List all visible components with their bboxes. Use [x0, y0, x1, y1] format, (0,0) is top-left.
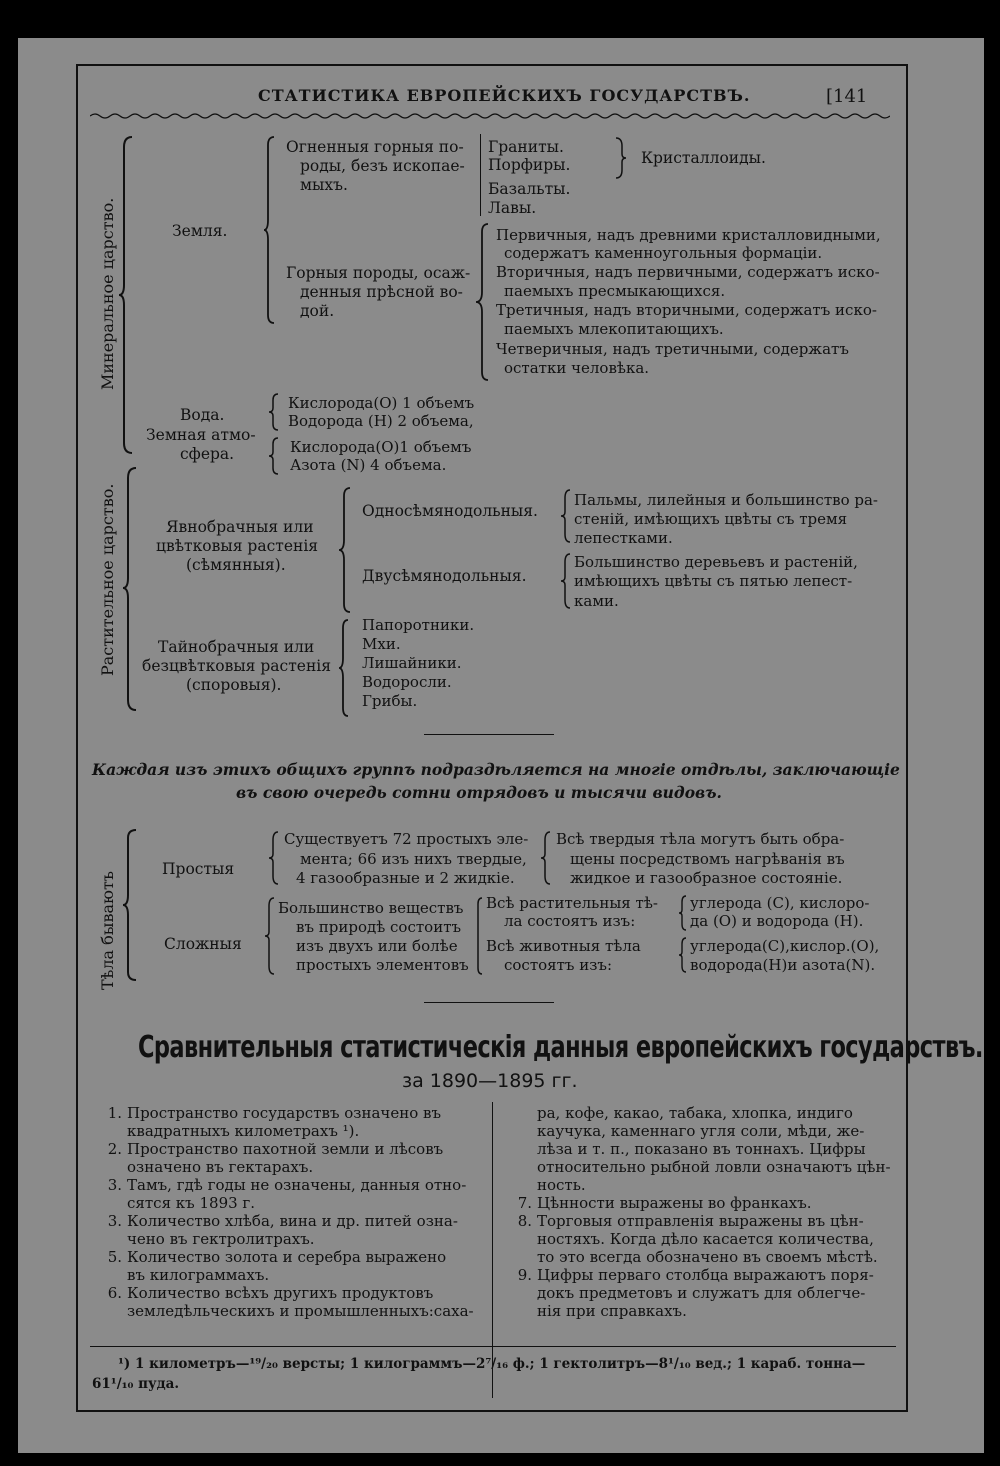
note-item: 8. Торговыя отправленія выражены въ цѣн- — [517, 1212, 864, 1230]
brace-earth — [264, 135, 278, 325]
complex-label: Сложныя — [164, 935, 242, 953]
note-item: 7. Цѣнности выражены во франкахъ. — [517, 1194, 812, 1212]
period-quaternary-2: остатки человѣка. — [504, 359, 650, 377]
note-item: 1. Пространство государствъ означено въ — [107, 1104, 441, 1122]
simple-desc-3: 4 газообразные и 2 жидкіе. — [296, 869, 515, 887]
earth-label: Земля. — [172, 222, 228, 240]
note-item: 2. Пространство пахотной земли и лѣсовъ — [107, 1140, 444, 1158]
igneous-label-1: Огненныя горныя по- — [286, 138, 464, 156]
complex-desc-2: въ природѣ состоитъ — [296, 918, 462, 936]
note-item: 9. Цифры перваго столбца выражаютъ поря- — [517, 1266, 874, 1284]
brace-dicot — [560, 552, 572, 610]
animal-comp-1: углерода(С),кислор.(О), — [690, 937, 880, 955]
crypto-label-2: безцвѣтковыя растенія — [142, 657, 332, 675]
sedimentary-label-2: денныя прѣсной во- — [300, 283, 463, 301]
section-title: Сравнительныя статистическія данныя европейскихъ государствъ. — [138, 1030, 983, 1066]
simple-note-1: Всѣ твердыя тѣла могутъ быть обра- — [556, 830, 845, 848]
note-item-cont: ностяхъ. Когда дѣло касается количества, — [537, 1230, 874, 1248]
section-subtitle: за 1890—1895 гг. — [402, 1070, 578, 1092]
phanero-label-3: (сѣмянныя). — [186, 556, 286, 574]
simple-desc-1: Существуетъ 72 простыхъ эле- — [284, 830, 529, 848]
brace-atmosphere — [268, 436, 280, 476]
water-label: Вода. — [180, 406, 225, 424]
note-item-cont: сятся къ 1893 г. — [127, 1194, 256, 1212]
brace-complex-split — [474, 896, 484, 976]
simple-label: Простыя — [162, 860, 235, 878]
period-secondary-1: Вторичныя, надъ первичными, содержатъ иско- — [496, 263, 880, 281]
footnote-line-1: ¹) 1 километръ—¹⁹/₂₀ версты; 1 килограммъ—2⁷/₁₆ ф.; 1 гектолитръ—8¹/₁₀ вед.; 1 караб. тонна— — [118, 1356, 866, 1372]
brace-plant — [122, 466, 142, 712]
notes-right — [512, 1104, 891, 1320]
atmosphere-oxygen: Кислорода(О)1 объемъ — [290, 438, 472, 456]
period-quaternary-1: Четверичныя, надъ третичными, содержатъ — [496, 340, 849, 358]
brace-simple — [268, 830, 280, 886]
brace-crypto — [338, 618, 352, 718]
note-item-cont: лѣза и т. п., показано въ тоннахъ. Цифры — [537, 1140, 866, 1158]
brace-phanero — [338, 486, 352, 614]
period-primary-1: Первичныя, надъ древними кристалловидными, — [496, 226, 881, 244]
granite: Граниты. — [488, 138, 564, 156]
brace-plant-comp — [678, 894, 688, 932]
dicot-desc-3: ками. — [574, 592, 619, 610]
brace-bodies — [122, 828, 140, 982]
plant-comp-2: да (О) и водорода (Н). — [690, 912, 864, 930]
brace-periods — [476, 222, 492, 382]
note-line-2: въ свою очередь сотни отрядовъ и тысячи видовъ. — [236, 783, 722, 802]
plant-kingdom-label: Растительное царство. — [98, 483, 117, 676]
note-item: 3. Количество хлѣба, вина и др. питей озна- — [107, 1212, 458, 1230]
porphyry: Порфиры. — [488, 156, 571, 174]
plant-bodies-1: Всѣ растительныя тѣ- — [486, 894, 658, 912]
brace-animal-comp — [678, 936, 688, 974]
phanero-label-2: цвѣтковыя растенія — [156, 537, 319, 555]
water-hydrogen: Водорода (Н) 2 объема, — [288, 412, 474, 430]
atmosphere-nitrogen: Азота (N) 4 объема. — [290, 456, 447, 474]
brace-water — [268, 392, 280, 432]
complex-desc-1: Большинство веществъ — [278, 899, 464, 917]
monocot-desc-2: стеній, имѣющихъ цвѣты съ тремя — [574, 510, 848, 528]
footnote-rule — [90, 1346, 896, 1347]
note-item-cont: ность. — [537, 1176, 586, 1194]
sedimentary-label-1: Горныя породы, осаж- — [286, 264, 471, 282]
atmosphere-label-2: сфера. — [180, 445, 235, 463]
note-item-cont: въ килограммахъ. — [127, 1266, 270, 1284]
algae: Водоросли. — [362, 673, 452, 691]
period-secondary-2: паемыхъ пресмыкающихся. — [504, 282, 726, 300]
footnote-line-2: 61¹/₁₀ пуда. — [92, 1376, 180, 1392]
note-item: 3. Тамъ, гдѣ годы не означены, данныя отно- — [107, 1176, 467, 1194]
dicot-desc-2: имѣющихъ цвѣты съ пятью лепест- — [574, 572, 853, 590]
basalt: Базальты. — [488, 180, 571, 198]
note-item-cont: квадратныхъ километрахъ ¹). — [127, 1122, 360, 1140]
simple-desc-2: мента; 66 изъ нихъ твердые, — [300, 850, 527, 868]
note-item-cont: нія при справкахъ. — [537, 1302, 687, 1320]
note-item-cont: чено въ гектролитрахъ. — [127, 1230, 315, 1248]
igneous-bar — [480, 134, 481, 216]
lichens: Лишайники. — [362, 654, 462, 672]
dicot-desc-1: Большинство деревьевъ и растеній, — [574, 553, 858, 571]
monocot-desc-3: лепестками. — [574, 529, 673, 547]
crystalloids: Кристаллоиды. — [641, 149, 766, 167]
brace-mineral — [118, 135, 138, 455]
monocot-desc-1: Пальмы, лилейныя и большинство ра- — [574, 491, 878, 509]
note-line-1: Каждая изъ этихъ общихъ группъ подраздѣляется на многіе отдѣлы, заключающіе — [92, 760, 900, 779]
monocot: Односѣмянодольныя. — [362, 502, 538, 520]
period-tertiary-1: Третичныя, надъ вторичными, содержатъ иско- — [496, 301, 877, 319]
water-oxygen: Кислорода(О) 1 объемъ — [288, 394, 475, 412]
brace-monocot — [560, 488, 572, 544]
lava: Лавы. — [488, 199, 537, 217]
atmosphere-label-1: Земная атмо- — [146, 426, 256, 444]
brace-complex — [264, 896, 276, 976]
plant-comp-1: углерода (С), кислоро- — [690, 894, 870, 912]
mineral-kingdom-label: Минеральное царство. — [98, 197, 117, 390]
crypto-label-1: Тайнобрачныя или — [158, 638, 315, 656]
divider-2 — [424, 1002, 554, 1003]
running-title: СТАТИСТИКА ЕВРОПЕЙСКИХЪ ГОСУДАРСТВЪ. — [258, 86, 751, 105]
animal-bodies-1: Всѣ животныя тѣла — [486, 937, 641, 955]
ferns: Папоротники. — [362, 616, 475, 634]
crypto-label-3: (споровыя). — [186, 676, 282, 694]
bodies-label: Тѣла бываютъ — [98, 871, 117, 990]
plant-bodies-2: ла состоятъ изъ: — [504, 912, 636, 930]
fungi: Грибы. — [362, 692, 418, 710]
page-number: [141 — [826, 86, 868, 107]
note-item-cont: означено въ гектарахъ. — [127, 1158, 314, 1176]
note-item-cont: ра, кофе, какао, табака, хлопка, индиго — [537, 1104, 853, 1122]
note-item-cont: каучука, каменнаго угля соли, мѣди, же- — [537, 1122, 865, 1140]
note-item-cont: то это всегда обозначено въ своемъ мѣстѣ. — [537, 1248, 878, 1266]
column-rule — [492, 1102, 493, 1398]
igneous-label-2: роды, безъ ископае- — [300, 157, 465, 175]
note-item: 5. Количество золота и серебра выражено — [107, 1248, 447, 1266]
simple-note-3: жидкое и газообразное состояніе. — [570, 869, 843, 887]
complex-desc-3: изъ двухъ или болѣе — [296, 937, 458, 955]
note-item-cont: докъ предметовъ и служатъ для облегче- — [537, 1284, 866, 1302]
period-tertiary-2: паемыхъ млекопитающихъ. — [504, 320, 724, 338]
note-item-cont: относительно рыбной ловли означаютъ цѣн- — [537, 1158, 891, 1176]
notes-left — [102, 1104, 474, 1320]
simple-note-2: щены посредствомъ нагрѣванія въ — [570, 850, 845, 868]
phanero-label-1: Явнобрачныя или — [166, 518, 314, 536]
animal-comp-2: водорода(Н)и азота(N). — [690, 956, 876, 974]
brace-simple-note — [540, 830, 552, 886]
period-primary-2: содержатъ каменноугольныя формаціи. — [504, 244, 823, 262]
complex-desc-4: простыхъ элементовъ — [296, 956, 469, 974]
wavy-rule — [90, 112, 890, 120]
animal-bodies-2: состоятъ изъ: — [504, 956, 613, 974]
note-item: 6. Количество всѣхъ другихъ продуктовъ — [107, 1284, 434, 1302]
mosses: Мхи. — [362, 635, 401, 653]
sedimentary-label-3: дой. — [300, 302, 335, 320]
divider-1 — [424, 734, 554, 735]
dicot: Двусѣмянодольныя. — [362, 567, 527, 585]
igneous-label-3: мыхъ. — [300, 176, 348, 194]
note-item-cont: земледѣльческихъ и промышленныхъ:саха- — [127, 1302, 474, 1320]
brace-crystalloids — [614, 136, 628, 180]
